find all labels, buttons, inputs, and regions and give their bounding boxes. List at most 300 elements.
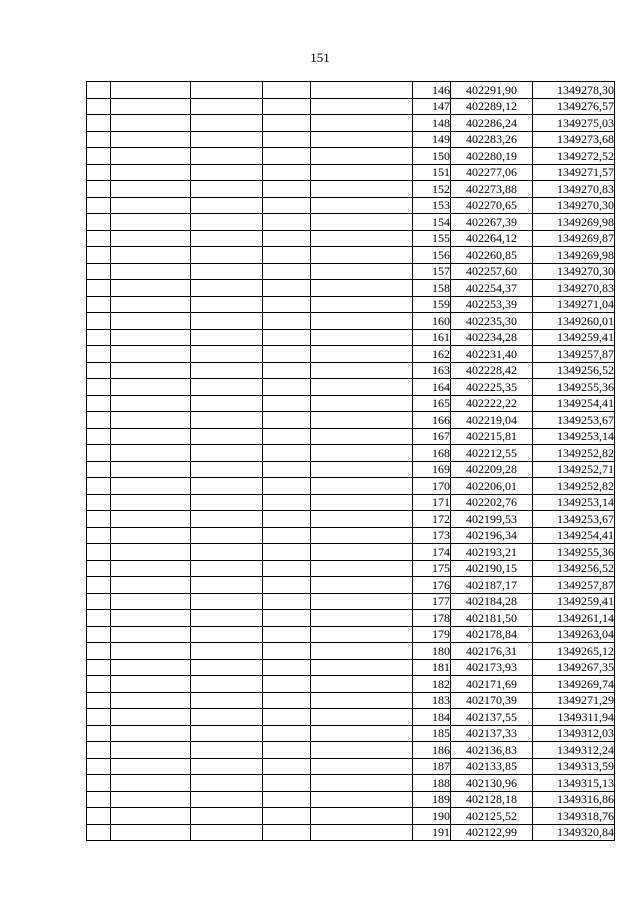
empty-cell — [87, 709, 111, 726]
x-coordinate-cell: 402270,65 — [451, 197, 533, 214]
point-number-cell: 146 — [413, 82, 451, 99]
y-coordinate-cell: 1349270,83 — [533, 181, 615, 198]
empty-cell — [87, 148, 111, 165]
table-row — [87, 164, 615, 181]
empty-cell — [111, 412, 191, 429]
empty-cell — [263, 593, 311, 610]
empty-cell — [311, 791, 413, 808]
empty-cell — [263, 148, 311, 165]
x-coordinate-cell: 402173,93 — [451, 659, 533, 676]
x-coordinate-cell: 402209,28 — [451, 461, 533, 478]
x-coordinate-cell: 402184,28 — [451, 593, 533, 610]
x-coordinate-cell: 402171,69 — [451, 676, 533, 693]
point-number-cell: 155 — [413, 230, 451, 247]
x-coordinate-cell: 402267,39 — [451, 214, 533, 231]
empty-cell — [111, 626, 191, 643]
point-number-cell: 172 — [413, 511, 451, 528]
empty-cell — [191, 676, 263, 693]
x-coordinate-cell: 402206,01 — [451, 478, 533, 495]
point-number-cell: 168 — [413, 445, 451, 462]
x-coordinate-cell: 402130,96 — [451, 775, 533, 792]
y-coordinate-cell: 1349252,71 — [533, 461, 615, 478]
empty-cell — [263, 560, 311, 577]
x-coordinate-cell: 402199,53 — [451, 511, 533, 528]
x-coordinate-cell: 402137,55 — [451, 709, 533, 726]
empty-cell — [191, 808, 263, 825]
empty-cell — [191, 428, 263, 445]
point-number-cell: 159 — [413, 296, 451, 313]
empty-cell — [311, 280, 413, 297]
empty-cell — [191, 527, 263, 544]
point-number-cell: 177 — [413, 593, 451, 610]
empty-cell — [263, 115, 311, 132]
empty-cell — [263, 214, 311, 231]
table-row — [87, 560, 615, 577]
empty-cell — [191, 692, 263, 709]
empty-cell — [191, 643, 263, 660]
empty-cell — [263, 428, 311, 445]
y-coordinate-cell: 1349257,87 — [533, 346, 615, 363]
empty-cell — [311, 214, 413, 231]
x-coordinate-cell: 402235,30 — [451, 313, 533, 330]
y-coordinate-cell: 1349273,68 — [533, 131, 615, 148]
y-coordinate-cell: 1349271,57 — [533, 164, 615, 181]
empty-cell — [263, 296, 311, 313]
y-coordinate-cell: 1349270,30 — [533, 263, 615, 280]
empty-cell — [87, 445, 111, 462]
empty-cell — [311, 610, 413, 627]
empty-cell — [111, 692, 191, 709]
empty-cell — [263, 478, 311, 495]
x-coordinate-cell: 402128,18 — [451, 791, 533, 808]
empty-cell — [111, 346, 191, 363]
point-number-cell: 178 — [413, 610, 451, 627]
y-coordinate-cell: 1349254,41 — [533, 395, 615, 412]
empty-cell — [191, 296, 263, 313]
empty-cell — [263, 445, 311, 462]
table-row — [87, 412, 615, 429]
table-row — [87, 115, 615, 132]
empty-cell — [191, 445, 263, 462]
empty-cell — [191, 824, 263, 841]
empty-cell — [263, 379, 311, 396]
empty-cell — [87, 511, 111, 528]
point-number-cell: 158 — [413, 280, 451, 297]
empty-cell — [191, 214, 263, 231]
empty-cell — [263, 181, 311, 198]
empty-cell — [111, 560, 191, 577]
empty-cell — [263, 725, 311, 742]
empty-cell — [87, 313, 111, 330]
empty-cell — [111, 709, 191, 726]
empty-cell — [263, 791, 311, 808]
empty-cell — [191, 362, 263, 379]
x-coordinate-cell: 402277,06 — [451, 164, 533, 181]
empty-cell — [311, 511, 413, 528]
y-coordinate-cell: 1349315,13 — [533, 775, 615, 792]
x-coordinate-cell: 402181,50 — [451, 610, 533, 627]
y-coordinate-cell: 1349270,83 — [533, 280, 615, 297]
table-row — [87, 230, 615, 247]
empty-cell — [311, 527, 413, 544]
point-number-cell: 167 — [413, 428, 451, 445]
x-coordinate-cell: 402286,24 — [451, 115, 533, 132]
empty-cell — [111, 824, 191, 841]
table-row — [87, 395, 615, 412]
empty-cell — [87, 98, 111, 115]
x-coordinate-cell: 402273,88 — [451, 181, 533, 198]
empty-cell — [111, 445, 191, 462]
point-number-cell: 160 — [413, 313, 451, 330]
y-coordinate-cell: 1349270,30 — [533, 197, 615, 214]
point-number-cell: 171 — [413, 494, 451, 511]
empty-cell — [311, 131, 413, 148]
table-row — [87, 445, 615, 462]
empty-cell — [111, 230, 191, 247]
empty-cell — [191, 593, 263, 610]
y-coordinate-cell: 1349269,98 — [533, 247, 615, 264]
empty-cell — [87, 164, 111, 181]
table-row — [87, 280, 615, 297]
table-row — [87, 197, 615, 214]
y-coordinate-cell: 1349254,41 — [533, 527, 615, 544]
empty-cell — [263, 692, 311, 709]
empty-cell — [111, 643, 191, 660]
empty-cell — [191, 742, 263, 759]
empty-cell — [311, 742, 413, 759]
empty-cell — [111, 610, 191, 627]
empty-cell — [87, 593, 111, 610]
table-row — [87, 626, 615, 643]
point-number-cell: 157 — [413, 263, 451, 280]
table-row — [87, 131, 615, 148]
point-number-cell: 176 — [413, 577, 451, 594]
y-coordinate-cell: 1349265,12 — [533, 643, 615, 660]
empty-cell — [87, 676, 111, 693]
table-row — [87, 824, 615, 841]
empty-cell — [263, 329, 311, 346]
empty-cell — [263, 263, 311, 280]
point-number-cell: 182 — [413, 676, 451, 693]
empty-cell — [311, 362, 413, 379]
y-coordinate-cell: 1349261,14 — [533, 610, 615, 627]
empty-cell — [191, 791, 263, 808]
y-coordinate-cell: 1349275,03 — [533, 115, 615, 132]
empty-cell — [191, 544, 263, 561]
empty-cell — [191, 577, 263, 594]
empty-cell — [87, 544, 111, 561]
empty-cell — [311, 494, 413, 511]
empty-cell — [311, 296, 413, 313]
y-coordinate-cell: 1349312,03 — [533, 725, 615, 742]
table-row — [87, 379, 615, 396]
empty-cell — [111, 214, 191, 231]
x-coordinate-cell: 402176,31 — [451, 643, 533, 660]
x-coordinate-cell: 402234,28 — [451, 329, 533, 346]
empty-cell — [311, 461, 413, 478]
y-coordinate-cell: 1349253,67 — [533, 511, 615, 528]
y-coordinate-cell: 1349256,52 — [533, 560, 615, 577]
empty-cell — [191, 626, 263, 643]
empty-cell — [111, 263, 191, 280]
empty-cell — [87, 775, 111, 792]
empty-cell — [87, 263, 111, 280]
y-coordinate-cell: 1349252,82 — [533, 445, 615, 462]
empty-cell — [111, 164, 191, 181]
coordinates-table — [86, 81, 615, 841]
y-coordinate-cell: 1349316,86 — [533, 791, 615, 808]
empty-cell — [111, 131, 191, 148]
empty-cell — [263, 412, 311, 429]
empty-cell — [311, 692, 413, 709]
empty-cell — [87, 791, 111, 808]
x-coordinate-cell: 402136,83 — [451, 742, 533, 759]
table-row — [87, 428, 615, 445]
empty-cell — [311, 775, 413, 792]
empty-cell — [191, 98, 263, 115]
empty-cell — [311, 247, 413, 264]
empty-cell — [87, 742, 111, 759]
y-coordinate-cell: 1349252,82 — [533, 478, 615, 495]
empty-cell — [311, 725, 413, 742]
empty-cell — [111, 544, 191, 561]
empty-cell — [311, 428, 413, 445]
empty-cell — [87, 197, 111, 214]
x-coordinate-cell: 402170,39 — [451, 692, 533, 709]
point-number-cell: 184 — [413, 709, 451, 726]
empty-cell — [87, 280, 111, 297]
empty-cell — [311, 560, 413, 577]
point-number-cell: 153 — [413, 197, 451, 214]
y-coordinate-cell: 1349311,94 — [533, 709, 615, 726]
empty-cell — [87, 181, 111, 198]
empty-cell — [111, 461, 191, 478]
empty-cell — [263, 626, 311, 643]
empty-cell — [263, 313, 311, 330]
point-number-cell: 163 — [413, 362, 451, 379]
empty-cell — [311, 676, 413, 693]
table-row — [87, 478, 615, 495]
table-body — [87, 82, 615, 841]
empty-cell — [87, 626, 111, 643]
point-number-cell: 166 — [413, 412, 451, 429]
y-coordinate-cell: 1349313,59 — [533, 758, 615, 775]
empty-cell — [87, 527, 111, 544]
x-coordinate-cell: 402231,40 — [451, 346, 533, 363]
empty-cell — [87, 808, 111, 825]
empty-cell — [263, 659, 311, 676]
empty-cell — [263, 577, 311, 594]
x-coordinate-cell: 402196,34 — [451, 527, 533, 544]
x-coordinate-cell: 402190,15 — [451, 560, 533, 577]
empty-cell — [87, 560, 111, 577]
empty-cell — [111, 197, 191, 214]
empty-cell — [87, 494, 111, 511]
table-row — [87, 709, 615, 726]
empty-cell — [311, 824, 413, 841]
empty-cell — [191, 263, 263, 280]
point-number-cell: 152 — [413, 181, 451, 198]
x-coordinate-cell: 402122,99 — [451, 824, 533, 841]
empty-cell — [111, 362, 191, 379]
point-number-cell: 173 — [413, 527, 451, 544]
empty-cell — [191, 148, 263, 165]
x-coordinate-cell: 402187,17 — [451, 577, 533, 594]
empty-cell — [111, 395, 191, 412]
empty-cell — [191, 511, 263, 528]
empty-cell — [111, 725, 191, 742]
empty-cell — [191, 313, 263, 330]
x-coordinate-cell: 402125,52 — [451, 808, 533, 825]
point-number-cell: 175 — [413, 560, 451, 577]
empty-cell — [191, 775, 263, 792]
empty-cell — [311, 181, 413, 198]
empty-cell — [191, 709, 263, 726]
empty-cell — [311, 412, 413, 429]
empty-cell — [111, 758, 191, 775]
table-row — [87, 593, 615, 610]
table-row — [87, 544, 615, 561]
empty-cell — [191, 230, 263, 247]
empty-cell — [87, 643, 111, 660]
empty-cell — [263, 98, 311, 115]
x-coordinate-cell: 402225,35 — [451, 379, 533, 396]
table-row — [87, 610, 615, 627]
y-coordinate-cell: 1349263,04 — [533, 626, 615, 643]
empty-cell — [87, 362, 111, 379]
x-coordinate-cell: 402291,90 — [451, 82, 533, 99]
empty-cell — [111, 313, 191, 330]
x-coordinate-cell: 402212,55 — [451, 445, 533, 462]
y-coordinate-cell: 1349260,01 — [533, 313, 615, 330]
empty-cell — [263, 82, 311, 99]
point-number-cell: 189 — [413, 791, 451, 808]
empty-cell — [311, 544, 413, 561]
empty-cell — [87, 478, 111, 495]
empty-cell — [263, 197, 311, 214]
table-row — [87, 511, 615, 528]
y-coordinate-cell: 1349267,35 — [533, 659, 615, 676]
table-row — [87, 296, 615, 313]
empty-cell — [311, 115, 413, 132]
empty-cell — [263, 131, 311, 148]
table-row — [87, 247, 615, 264]
empty-cell — [111, 511, 191, 528]
table-row — [87, 758, 615, 775]
x-coordinate-cell: 402257,60 — [451, 263, 533, 280]
x-coordinate-cell: 402178,84 — [451, 626, 533, 643]
x-coordinate-cell: 402280,19 — [451, 148, 533, 165]
point-number-cell: 151 — [413, 164, 451, 181]
empty-cell — [111, 148, 191, 165]
table-row — [87, 577, 615, 594]
x-coordinate-cell: 402253,39 — [451, 296, 533, 313]
empty-cell — [311, 263, 413, 280]
empty-cell — [191, 758, 263, 775]
point-number-cell: 191 — [413, 824, 451, 841]
empty-cell — [263, 395, 311, 412]
empty-cell — [191, 395, 263, 412]
y-coordinate-cell: 1349255,36 — [533, 544, 615, 561]
empty-cell — [191, 131, 263, 148]
empty-cell — [87, 395, 111, 412]
empty-cell — [87, 824, 111, 841]
empty-cell — [87, 659, 111, 676]
empty-cell — [263, 808, 311, 825]
point-number-cell: 148 — [413, 115, 451, 132]
point-number-cell: 149 — [413, 131, 451, 148]
table-row — [87, 791, 615, 808]
x-coordinate-cell: 402260,85 — [451, 247, 533, 264]
empty-cell — [311, 577, 413, 594]
y-coordinate-cell: 1349269,74 — [533, 676, 615, 693]
empty-cell — [87, 692, 111, 709]
y-coordinate-cell: 1349276,57 — [533, 98, 615, 115]
empty-cell — [263, 775, 311, 792]
y-coordinate-cell: 1349312,24 — [533, 742, 615, 759]
point-number-cell: 185 — [413, 725, 451, 742]
empty-cell — [87, 346, 111, 363]
point-number-cell: 187 — [413, 758, 451, 775]
empty-cell — [111, 428, 191, 445]
empty-cell — [263, 280, 311, 297]
empty-cell — [111, 593, 191, 610]
y-coordinate-cell: 1349255,36 — [533, 379, 615, 396]
x-coordinate-cell: 402133,85 — [451, 758, 533, 775]
empty-cell — [191, 560, 263, 577]
empty-cell — [263, 709, 311, 726]
empty-cell — [191, 478, 263, 495]
empty-cell — [263, 230, 311, 247]
empty-cell — [111, 98, 191, 115]
page-number: 151 — [310, 50, 330, 65]
empty-cell — [191, 329, 263, 346]
point-number-cell: 165 — [413, 395, 451, 412]
point-number-cell: 161 — [413, 329, 451, 346]
empty-cell — [111, 676, 191, 693]
empty-cell — [263, 511, 311, 528]
table-row — [87, 346, 615, 363]
table-row — [87, 643, 615, 660]
empty-cell — [191, 247, 263, 264]
empty-cell — [263, 676, 311, 693]
table-row — [87, 313, 615, 330]
empty-cell — [311, 808, 413, 825]
table-row — [87, 676, 615, 693]
empty-cell — [111, 791, 191, 808]
empty-cell — [191, 659, 263, 676]
empty-cell — [87, 428, 111, 445]
x-coordinate-cell: 402228,42 — [451, 362, 533, 379]
empty-cell — [87, 577, 111, 594]
point-number-cell: 174 — [413, 544, 451, 561]
table-row — [87, 775, 615, 792]
table-row — [87, 214, 615, 231]
point-number-cell: 154 — [413, 214, 451, 231]
y-coordinate-cell: 1349253,14 — [533, 494, 615, 511]
empty-cell — [263, 346, 311, 363]
empty-cell — [311, 379, 413, 396]
y-coordinate-cell: 1349253,14 — [533, 428, 615, 445]
empty-cell — [87, 610, 111, 627]
table-row — [87, 181, 615, 198]
empty-cell — [87, 131, 111, 148]
empty-cell — [263, 527, 311, 544]
empty-cell — [311, 148, 413, 165]
x-coordinate-cell: 402193,21 — [451, 544, 533, 561]
empty-cell — [263, 758, 311, 775]
x-coordinate-cell: 402202,76 — [451, 494, 533, 511]
